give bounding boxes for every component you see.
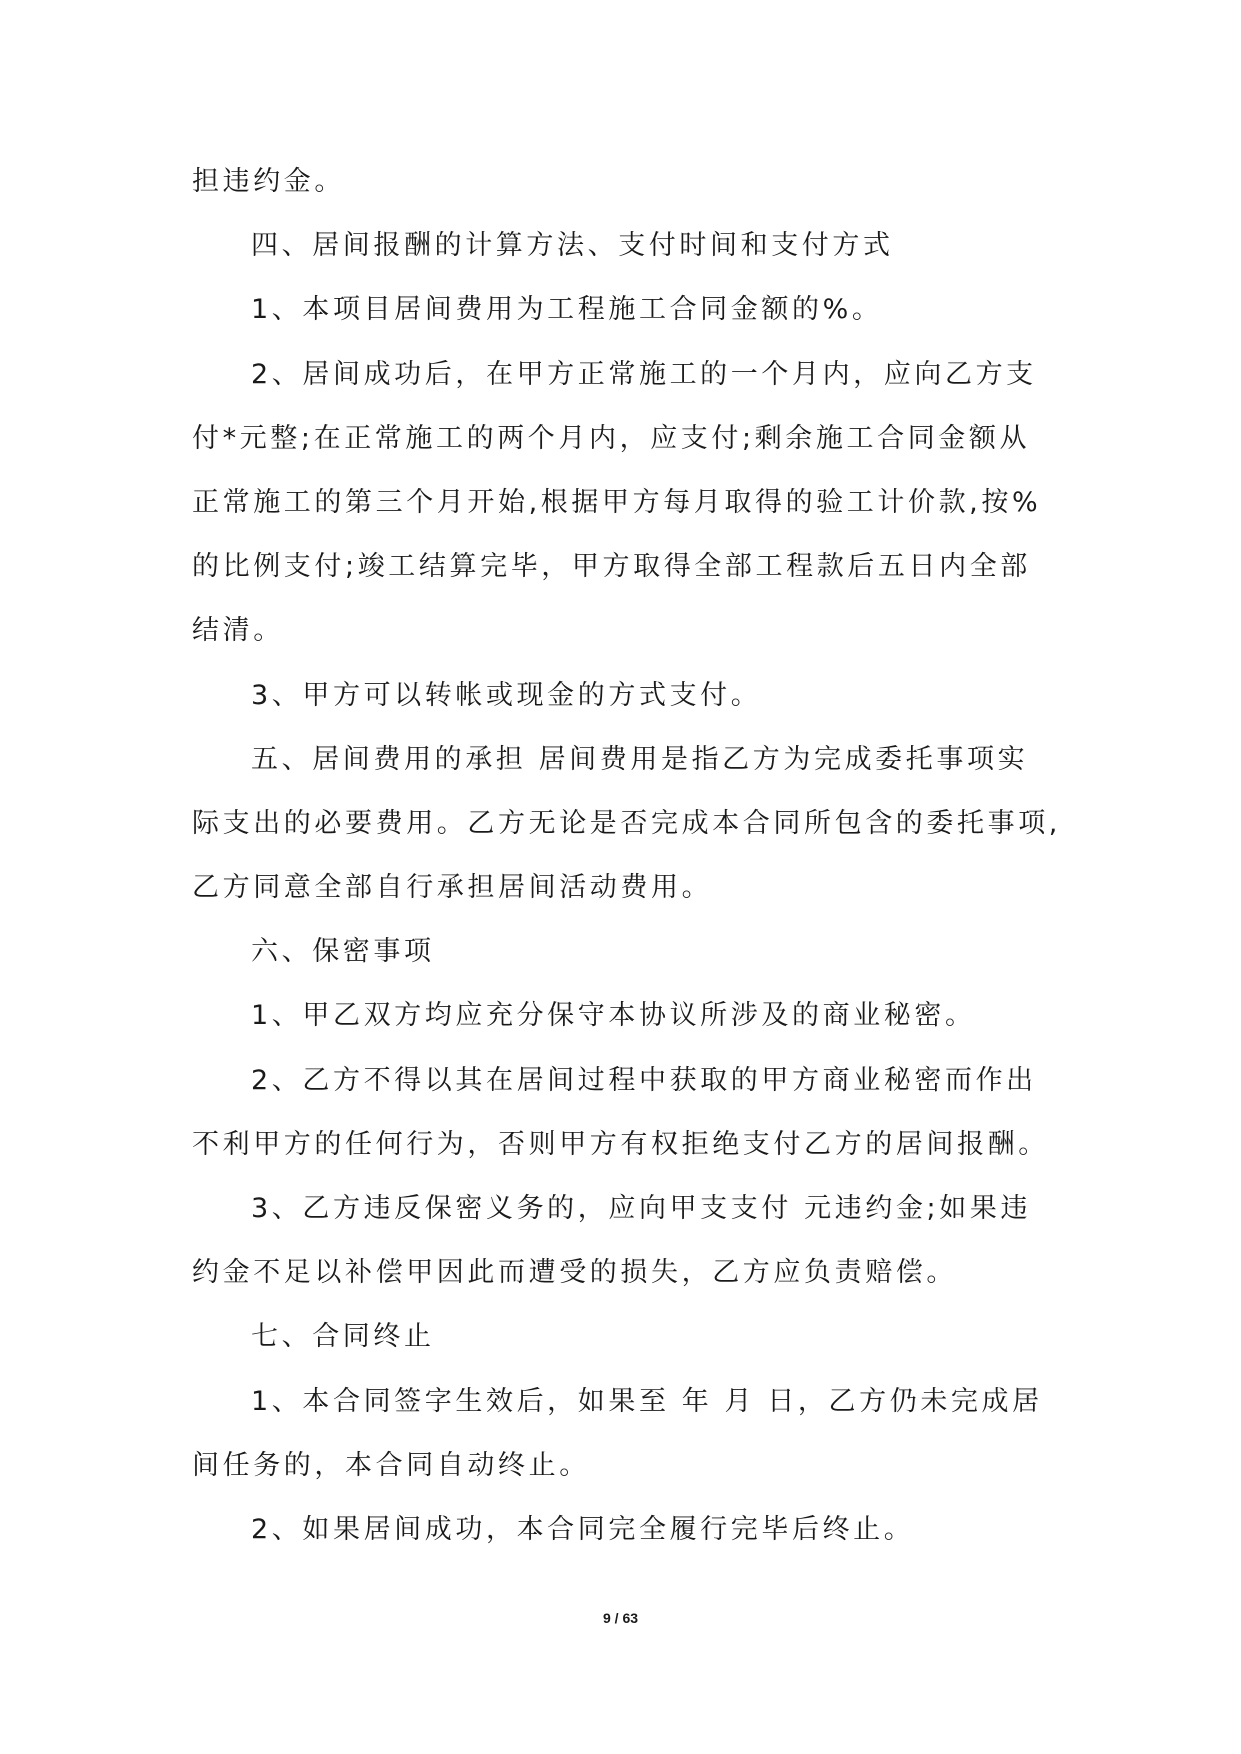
text-line: 付*元整;在正常施工的两个月内，应支付;剩余施工合同金额从 <box>192 422 1031 454</box>
section-heading-4: 四、居间报酬的计算方法、支付时间和支付方式 <box>251 230 894 262</box>
text-line: 的比例支付;竣工结算完毕，甲方取得全部工程款后五日内全部 <box>192 551 1031 583</box>
clause-6-3: 3、乙方违反保密义务的，应向甲支支付 元违约金;如果违 <box>251 1193 1032 1224</box>
text-line: 际支出的必要费用。乙方无论是否完成本合同所包含的委托事项, <box>192 807 1061 839</box>
section-heading-7: 七、合同终止 <box>251 1321 435 1353</box>
page-number: 9 / 63 <box>602 1610 639 1626</box>
text-line: 不利甲方的任何行为，否则甲方有权拒绝支付乙方的居间报酬。 <box>192 1128 1049 1160</box>
clause-7-2: 2、如果居间成功，本合同完全履行完毕后终止。 <box>251 1513 915 1545</box>
text-line: 结清。 <box>192 615 284 647</box>
document-body <box>192 150 1072 1562</box>
section-heading-5: 五、居间费用的承担 居间费用是指乙方为完成委托事项实 <box>251 743 1029 775</box>
section-heading-6: 六、保密事项 <box>251 936 435 968</box>
clause-7-1: 1、本合同签字生效后，如果至 年 月 日，乙方仍未完成居 <box>251 1385 1043 1417</box>
clause-6-1: 1、甲乙双方均应充分保守本协议所涉及的商业秘密。 <box>251 1000 976 1032</box>
clause-6-2: 2、乙方不得以其在居间过程中获取的甲方商业秘密而作出 <box>251 1064 1037 1096</box>
text-line: 担违约金。 <box>192 166 345 197</box>
clause-4-3: 3、甲方可以转帐或现金的方式支付。 <box>251 679 762 711</box>
clause-4-1: 1、本项目居间费用为工程施工合同金额的%。 <box>251 294 883 326</box>
text-line: 乙方同意全部自行承担居间活动费用。 <box>192 872 713 904</box>
text-line: 间任务的，本合同自动终止。 <box>192 1449 590 1481</box>
clause-4-2: 2、居间成功后，在甲方正常施工的一个月内，应向乙方支 <box>251 358 1037 390</box>
text-line: 约金不足以补偿甲因此而遭受的损失，乙方应负责赔偿。 <box>192 1257 957 1289</box>
text-line: 正常施工的第三个月开始,根据甲方每月取得的验工计价款,按% <box>192 486 1042 518</box>
